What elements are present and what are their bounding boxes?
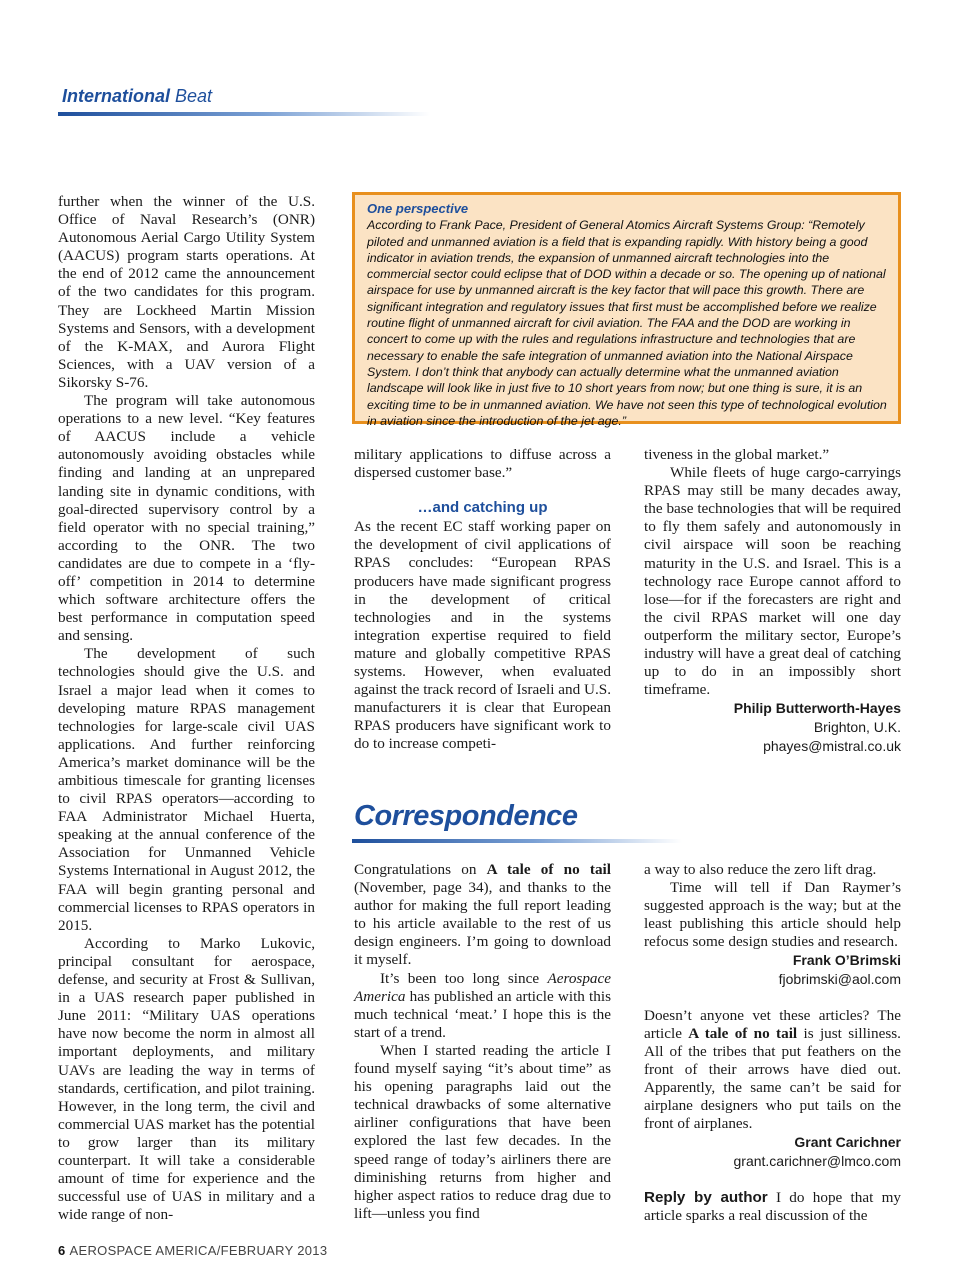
letter-signature-email: fjobrimski@aol.com bbox=[778, 970, 901, 987]
header-rule bbox=[58, 112, 430, 116]
sidebar-box bbox=[352, 192, 901, 428]
letter-paragraph: Time will tell if Dan Raymer’s suggested approach is the way; but at the least publishing this article should help refocus some design studies and research. Frank O’Brimski bbox=[644, 879, 901, 969]
author-name: Philip Butterworth-Hayes bbox=[733, 700, 901, 717]
letter-signature bbox=[644, 1133, 901, 1171]
author-email: phayes@mistral.co.uk bbox=[763, 738, 901, 755]
letter-signature-name: Frank O’Brimski bbox=[792, 952, 901, 969]
author-signature bbox=[644, 699, 901, 756]
column-2-top bbox=[354, 446, 611, 754]
subheading: …and catching up bbox=[417, 499, 548, 517]
correspondence-rule bbox=[352, 839, 682, 843]
paragraph: The development of such technologies should give the U.S. and Israel a major lead when it comes to developing mature RPAS management technologies for large-scale civil UAS applications. And further reinforcing America’s market dominance will be the ambitious timescale for granting licenses to civil RPAS operators—according to FAA Administrator Michael Huerta, speaking at the annual conference of the Association for Unmanned Vehicle Systems International in August 2012, the FAA will begin granting personal and commercial licenses to RPAS operators in 2015. bbox=[58, 645, 315, 934]
paragraph: tiveness in the global market.” bbox=[644, 446, 830, 463]
paragraph: While fleets of huge cargo-carryings RPAS may still be many decades away, the base technologies that will be required to fly them safely and autonomously in civil airspace will soon be reaching maturity in the U.S. and Israel. This is a technology race Europe cannot afford to lose—for if the forecasters are right and the civil RPAS market will one day outperform the military sector, Europe’s industry will have a great deal of catching up to do in an impossibly short timeframe. bbox=[644, 464, 901, 699]
correspondence-title: Correspondence bbox=[354, 800, 578, 832]
author-location: Brighton, U.K. bbox=[813, 719, 901, 736]
section-header-bold: International bbox=[62, 86, 171, 106]
magazine-name: Aerospace America bbox=[354, 969, 611, 1005]
sidebar-title: One perspective bbox=[367, 201, 469, 216]
section-header-light: Beat bbox=[170, 86, 213, 106]
letter-paragraph: It’s been too long since Aerospace America has published an article with this much technical ‘meat.’ I hope this is the start of a trend. bbox=[354, 969, 611, 1041]
section-header bbox=[62, 86, 212, 107]
correspondence-column-2 bbox=[354, 861, 611, 1223]
page-footer bbox=[58, 1243, 327, 1258]
letter-signature-email: grant.carichner@lmco.com bbox=[733, 1153, 901, 1170]
publication-line: AEROSPACE AMERICA/FEBRUARY 2013 bbox=[69, 1243, 328, 1258]
column-1 bbox=[58, 193, 315, 1224]
sidebar-text: According to Frank Pace, President of General Atomics Aircraft Systems Group: “Remotely piloted and unmanned aviation is a field that is expanding rapidly. With history being a good indicator in aviation trends, the expansion of unmanned aircraft technologies into the commercial sector could eclipse that of DOD within a decade or so. The opening up of national airspace for use by unmanned aircraft is the key factor that will pace this growth. There are significant integration and regulatory issues that first must be accomplished before we realize routine flight of unmanned aircraft for civil aviation. The FAA and the DOD are working in concert to come up with the rules and regulations infrastructure and technologies that are necessary to enable the safe integration of unmanned aviation into the National Airspace System. I don’t think that anybody can actually determine what the unmanned aviation landscape will look like in just five to 10 short years from now; but one thing is sure, it is an exciting time to be in unmanned aviation. We have not seen this type of technological evolution in aviation since the introduction of the jet age.” bbox=[367, 218, 887, 428]
article-title: A tale of no tail bbox=[688, 1024, 798, 1042]
article-title: A tale of no tail bbox=[486, 861, 611, 878]
page-number: 6 bbox=[58, 1243, 66, 1258]
letter-signature-name: Grant Carichner bbox=[794, 1134, 901, 1151]
correspondence-column-3 bbox=[644, 861, 901, 1225]
letter-paragraph: a way to also reduce the zero lift drag. bbox=[644, 861, 877, 878]
paragraph: The program will take autonomous operations to a new level. “Key features of AACUS include a vehicle autonomously avoiding obstacles while finding and landing at an unprepared landing site in dynamic conditions, with goal-directed supervisory control by a field operator with no special training,” according to the ONR. The two candidates are due to compete in a ‘fly-off’ competition in 2014 to determine which software architecture offers the best performance in computation speed and sensing. bbox=[58, 392, 315, 645]
paragraph: further when the winner of the U.S. Office of Naval Research’s (ONR) Autonomous Aerial Cargo Utility System (AACUS) program starts operations. At the end of 2012 came the announcement of the two candidates for this program. They are Lockheed Martin Mission Systems and Sensors, with a development of the K-MAX, and Aurora Flight Sciences, with a UAV version of a Sikorsky S-76. bbox=[58, 193, 315, 391]
column-3-top bbox=[644, 446, 901, 756]
paragraph: According to Marko Lukovic, principal consultant for aerospace, defense, and security at Frost & Sullivan, in a UAS research paper published in June 2011: “Military UAS operations have now become the norm in almost all important deployments, and military UAVs are leading the way in terms of standards, certification, and pilot training. However, in the long term, the civil and commercial UAS market has the potential to grow larger than its military counterpart. It will take a considerable amount of time for experience and the successful use of UAS in military and a wide range of non- bbox=[58, 934, 315, 1224]
letter-paragraph: Reply by author I do hope that my article sparks a real discussion of the bbox=[644, 1189, 901, 1225]
paragraph: As the recent EC staff working paper on the development of civil applications of RPAS concludes: “European RPAS producers have made significant progress in the development of critical technologies and in the systems integration expertise required to field mature and globally competitive RPAS systems. However, when evaluated against the track record of Israeli and U.S. manufacturers it is clear that European RPAS producers have significant work to do to increase competi- bbox=[354, 518, 611, 753]
letter-paragraph: When I started reading the article I found myself saying “it’s about time” as his opening paragraphs laid out the technical drawbacks of some alternative airliner configurations that have been explored the last few decades. In the speed range of today’s airliners there are diminishing returns from higher and higher aspect ratios to reduce drag due to lift—unless you find bbox=[354, 1041, 611, 1222]
reply-label: Reply by author bbox=[644, 1189, 768, 1207]
letter-paragraph: Doesn’t anyone vet these articles? The article A tale of no tail is just silliness. All of the tribes that put feathers on the front of their arrows have died out. Apparently, the same can’t be said for airplane designers who put tails on the front of airplanes. bbox=[644, 1006, 901, 1133]
letter-paragraph: Congratulations on A tale of no tail (November, page 34), and thanks to the author for making the full report leading to his article available to the rest of us design engineers. I’m going to download it myself. bbox=[354, 861, 611, 969]
paragraph: military applications to diffuse across a dispersed customer base.” bbox=[354, 446, 611, 482]
